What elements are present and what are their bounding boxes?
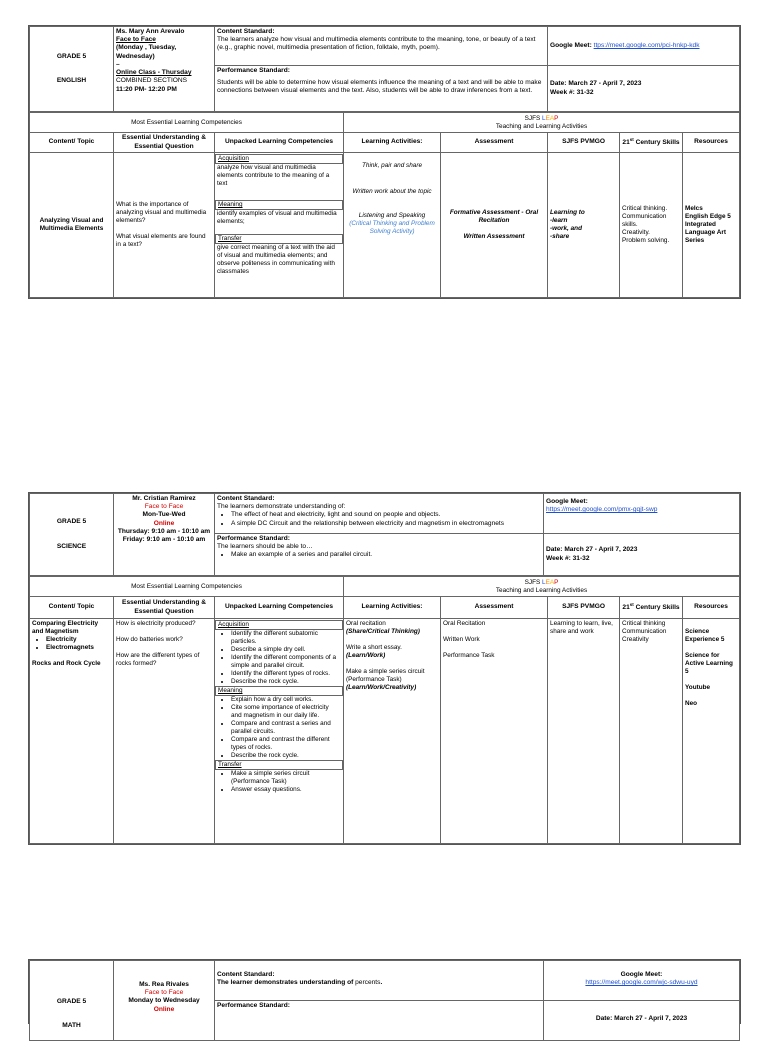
- meaning-label: Meaning: [215, 686, 343, 696]
- mode-label: Face to Face: [144, 503, 184, 511]
- grade-label: GRADE 5: [56, 52, 87, 60]
- activity-3: Listening and Speaking: [358, 212, 426, 219]
- col-skills: 21st Century Skills: [620, 133, 683, 153]
- science-activities-table: [29, 576, 740, 844]
- teacher-name: Ms. Rea Rivales: [139, 981, 189, 988]
- performance-standard-cell: [215, 1001, 544, 1041]
- resource-item: Science Experience 5: [685, 628, 725, 643]
- col-unpacked: Unpacked Learning Competencies: [215, 133, 344, 153]
- activity-2: Written work about the topic: [352, 188, 432, 195]
- content-standard-text: The learners analyze how visual and multimedia elements contribute to the meaning, tone, or beauty of a text (e.g., graphic novel, multimedia presentation of fiction, folktale, myth, poem).: [217, 36, 536, 52]
- list-item: • Explain how a dry cell works.: [231, 696, 341, 704]
- topic-2: Rocks and Rock Cycle: [32, 660, 101, 667]
- pvmgo-line: -learn: [550, 217, 568, 224]
- col-assessment: Assessment: [441, 597, 548, 619]
- skills-cell: [620, 153, 683, 298]
- meet-link[interactable]: https://meet.google.com/wjc-sdwu-uyd: [585, 979, 698, 987]
- list-item: • The effect of heat and electricity, light and sound on people and objects.: [231, 511, 541, 519]
- assessment-item: Written Work: [443, 636, 480, 643]
- mode-label: Face to Face: [144, 989, 184, 997]
- thursday-label: Thursday: 9:10 am - 10:10 am: [117, 527, 211, 535]
- resource-item: Melcs: [685, 205, 703, 212]
- skill-item: Creativity.: [622, 229, 650, 236]
- online-label: Online: [153, 1005, 175, 1013]
- tla-header: [344, 113, 740, 133]
- online-label: Online: [153, 519, 175, 527]
- resource-item: Neo: [685, 700, 698, 707]
- col-eu: Essential Understanding & Essential Question: [114, 133, 215, 153]
- mode-label: Face to Face: [116, 36, 156, 44]
- activities-cell: [344, 619, 441, 844]
- topic-list: [32, 636, 111, 652]
- meaning-list: [217, 696, 341, 760]
- content-standard-cell: [215, 27, 548, 66]
- list-item: • Cite some importance of electricity and magnetism in our daily life.: [231, 704, 341, 720]
- transfer-text: give correct meaning of a text with the aid of visual and multimedia elements; and observe politeness in communicating with classmates: [217, 244, 335, 275]
- skill-item: Critical thinking.: [622, 205, 668, 212]
- eq-cell: [114, 153, 215, 298]
- transfer-label: Transfer: [215, 234, 343, 244]
- pvmgo-cell: [548, 153, 620, 298]
- english-activities-table: [29, 112, 740, 298]
- pvmgo-line: -work, and: [550, 225, 582, 232]
- science-header-table: [29, 493, 740, 576]
- list-item: • Identify the different subatomic particles.: [231, 630, 341, 646]
- pvmgo-cell: Learning to learn, live, share and work: [548, 619, 620, 844]
- resource-item: Integrated Language Art Series: [685, 221, 726, 244]
- list-item: • Electricity: [46, 636, 111, 644]
- meet-label: Google Meet:: [620, 971, 663, 978]
- assessment-1: Formative Assessment - Oral Recitation: [449, 209, 539, 224]
- english-lesson-plan: [28, 25, 741, 299]
- activities-cell: [344, 153, 441, 298]
- eq-cell: [114, 619, 215, 844]
- assessment-cell: [441, 619, 548, 844]
- grade-label: GRADE 5: [56, 518, 87, 526]
- eq-2: What visual elements are found in a text?: [116, 233, 206, 248]
- transfer-list: [217, 770, 341, 794]
- english-teacher-cell: [114, 27, 215, 112]
- content-standard-text: The learner demonstrates understanding of percents.: [217, 979, 383, 987]
- content-standard-list: [217, 511, 541, 527]
- leap-a: A: [549, 578, 555, 586]
- col-pvmgo: SJFS PVMGO: [548, 597, 620, 619]
- performance-standard-text: Students will be able to determine how visual elements influence the meaning of a text and will be able to make connections between visual elements and the text. Also, students will be able to draw inferences from a text.: [217, 79, 542, 95]
- dash: –: [116, 60, 120, 68]
- leap-e: E: [545, 578, 550, 586]
- leap-p: P: [554, 578, 559, 586]
- performance-standard-text: The learners should be able to…: [217, 543, 313, 551]
- performance-standard-label: Performance Standard:: [217, 67, 290, 74]
- date-cell: [544, 1001, 740, 1041]
- unpacked-cell: [215, 619, 344, 844]
- meet-label: Google Meet:: [550, 41, 592, 49]
- list-item: • Make a simple series circuit (Performance Task): [231, 770, 341, 786]
- list-item: • Describe the rock cycle.: [231, 752, 341, 760]
- date-label: Date: March 27 - April 7, 2023: [550, 80, 642, 88]
- english-grade-subject: [30, 27, 114, 112]
- math-lesson-plan: [28, 959, 741, 1030]
- week-label: Week #: 31-32: [550, 88, 594, 96]
- list-item: • Identify the different components of a simple and parallel circuit.: [231, 654, 341, 670]
- days-label: Mon-Tue-Wed: [142, 511, 186, 519]
- meet-cell: [544, 961, 740, 1001]
- melc-header: Most Essential Learning Competencies: [30, 577, 344, 597]
- acquisition-label: Acquisition: [215, 154, 343, 164]
- eq-item: How do batteries work?: [116, 636, 183, 643]
- sjfs-label: SJFS: [524, 578, 541, 586]
- leap-a: A: [549, 114, 555, 122]
- pvmgo-line: Learning to: [550, 209, 585, 216]
- date-label: Date: March 27 - April 7, 2023: [595, 1015, 688, 1022]
- unpacked-cell: [215, 153, 344, 298]
- list-item: • Describe a simple dry cell.: [231, 646, 341, 654]
- online-class-label: Online Class - Thursday: [116, 69, 192, 77]
- list-item: • A simple DC Circuit and the relationship between electricity and magnetism in electromagnets: [231, 520, 541, 528]
- topic-main: Comparing Electricity and Magnetism: [32, 620, 99, 635]
- science-grade-subject: [30, 494, 114, 576]
- resource-item: English Edge 5: [685, 213, 731, 220]
- list-item: • Answer essay questions.: [231, 786, 341, 794]
- combined-label: COMBINED SECTIONS: [116, 77, 188, 85]
- content-standard-label: Content Standard:: [217, 28, 275, 35]
- grade-label: GRADE 5: [56, 997, 87, 1005]
- list-item: • Describe the rock cycle.: [231, 678, 341, 686]
- content-standard-cell: [215, 494, 544, 534]
- col-resources: Resources: [683, 133, 740, 153]
- tla-header: [344, 577, 740, 597]
- assessment-item: Performance Task: [443, 652, 495, 659]
- col-content: Content/ Topic: [30, 133, 114, 153]
- math-teacher-cell: [114, 961, 215, 1041]
- math-header-table: [29, 960, 740, 1041]
- assessment-2: Written Assessment: [463, 233, 525, 240]
- acquisition-text: analyze how visual and multimedia elements contribute to the meaning of a text: [217, 164, 330, 187]
- subject-label: MATH: [62, 1022, 81, 1030]
- time-label: 11:20 PM- 12:20 PM: [116, 85, 177, 93]
- week-label: Week #: 31-32: [546, 554, 590, 562]
- meaning-text: identify examples of visual and multimedia elements;: [217, 210, 337, 225]
- activity-1: Think, pair and share: [361, 162, 423, 169]
- resource-item: Youtube: [685, 684, 711, 691]
- leap-l: L: [542, 578, 546, 586]
- eq-item: How is electricity produced?: [116, 620, 196, 627]
- col-resources: Resources: [683, 597, 740, 619]
- performance-standard-label: Performance Standard:: [217, 1002, 290, 1009]
- performance-standard-label: Performance Standard:: [217, 535, 290, 542]
- teacher-name: Mr. Cristian Ramirez: [132, 495, 196, 502]
- subject-label: SCIENCE: [56, 542, 87, 550]
- leap-e: E: [545, 114, 550, 122]
- col-pvmgo: SJFS PVMGO: [548, 133, 620, 153]
- meaning-label: Meaning: [215, 200, 343, 210]
- date-cell: [548, 66, 740, 112]
- performance-standard-list: [217, 551, 541, 559]
- eq-item: How are the different types of rocks formed?: [116, 652, 200, 667]
- meet-cell: [544, 494, 740, 534]
- skill-item: Communication: [622, 628, 667, 635]
- leap-p: P: [554, 114, 559, 122]
- sjfs-label: SJFS: [524, 114, 541, 122]
- topic-cell: [30, 619, 114, 844]
- activity-1-tag: (Share/Critical Thinking): [346, 628, 420, 635]
- activity-2-tag: (Learn/Work): [346, 652, 386, 659]
- content-standard-cell: [215, 961, 544, 1001]
- skill-item: Critical thinking: [622, 620, 666, 627]
- topic-cell: Analyzing Visual and Multimedia Elements: [30, 153, 114, 298]
- performance-standard-cell: [215, 66, 548, 112]
- col-unpacked: Unpacked Learning Competencies: [215, 597, 344, 619]
- days-label: Monday to Wednesday: [128, 997, 200, 1005]
- skill-item: Communication skills.: [622, 213, 667, 228]
- pvmgo-line: -share: [550, 233, 570, 240]
- melc-header: Most Essential Learning Competencies: [30, 113, 344, 133]
- activity-2: Write a short essay.: [346, 644, 402, 651]
- skills-cell: [620, 619, 683, 844]
- science-lesson-plan: [28, 492, 741, 845]
- list-item: • Identify the different types of rocks.: [231, 670, 341, 678]
- resources-cell: [683, 619, 740, 844]
- activity-3: Make a simple series circuit (Performance Task): [346, 668, 425, 683]
- transfer-label: Transfer: [215, 760, 343, 770]
- list-item: • Make an example of a series and parallel circuit.: [231, 551, 541, 559]
- list-item: • Electromagnets: [46, 644, 111, 652]
- tla-label: Teaching and Learning Activities: [495, 122, 588, 130]
- meet-label: Google Meet:: [546, 498, 588, 505]
- col-assessment: Assessment: [441, 133, 548, 153]
- skill-item: Problem solving.: [622, 237, 670, 244]
- acquisition-label: Acquisition: [215, 620, 343, 630]
- resource-item: Science for Active Learning 5: [685, 652, 733, 675]
- content-standard-label: Content Standard:: [217, 495, 275, 502]
- acquisition-list: [217, 630, 341, 686]
- english-header-table: [29, 26, 740, 112]
- date-cell: [544, 534, 740, 576]
- skill-item: Creativity: [622, 636, 649, 643]
- assessment-cell: [441, 153, 548, 298]
- activity-3-tag: (Learn/Work/Creativity): [346, 684, 417, 691]
- assessment-item: Oral Recitation: [443, 620, 486, 627]
- list-item: • Compare and contrast the different types of rocks.: [231, 736, 341, 752]
- content-standard-label: Content Standard:: [217, 971, 275, 978]
- leap-l: L: [542, 114, 546, 122]
- math-grade-subject: [30, 961, 114, 1041]
- col-activities: Learning Activities:: [344, 597, 441, 619]
- resources-cell: [683, 153, 740, 298]
- date-label: Date: March 27 - April 7, 2023: [546, 546, 638, 554]
- col-activities: Learning Activities:: [344, 133, 441, 153]
- subject-label: ENGLISH: [56, 77, 87, 85]
- friday-label: Friday: 9:10 am - 10:10 am: [122, 536, 206, 544]
- eq-1: What is the importance of analyzing visual and multimedia elements?: [116, 201, 207, 224]
- list-item: • Compare and contrast a series and parallel circuits.: [231, 720, 341, 736]
- col-content: Content/ Topic: [30, 597, 114, 619]
- content-standard-text: The learners demonstrate understanding of:: [217, 503, 346, 511]
- col-skills: 21st Century Skills: [620, 597, 683, 619]
- performance-standard-cell: [215, 534, 544, 576]
- activity-1: Oral recitation: [346, 620, 386, 627]
- activity-3-sub: (Critical Thinking and Problem Solving Activity): [349, 220, 435, 235]
- meet-cell: [548, 27, 740, 66]
- days-label: (Monday , Tuesday, Wednesday): [116, 44, 177, 60]
- teacher-name: Ms. Mary Ann Arevalo: [116, 28, 185, 35]
- tla-label: Teaching and Learning Activities: [495, 586, 588, 594]
- col-eu: Essential Understanding & Essential Question: [114, 597, 215, 619]
- science-teacher-cell: [114, 494, 215, 576]
- meet-link[interactable]: ttps://meet.google.com/pci-hnkp-kdk: [593, 41, 700, 49]
- meet-link[interactable]: https://meet.google.com/pmx-gqjt-swp: [546, 506, 658, 514]
